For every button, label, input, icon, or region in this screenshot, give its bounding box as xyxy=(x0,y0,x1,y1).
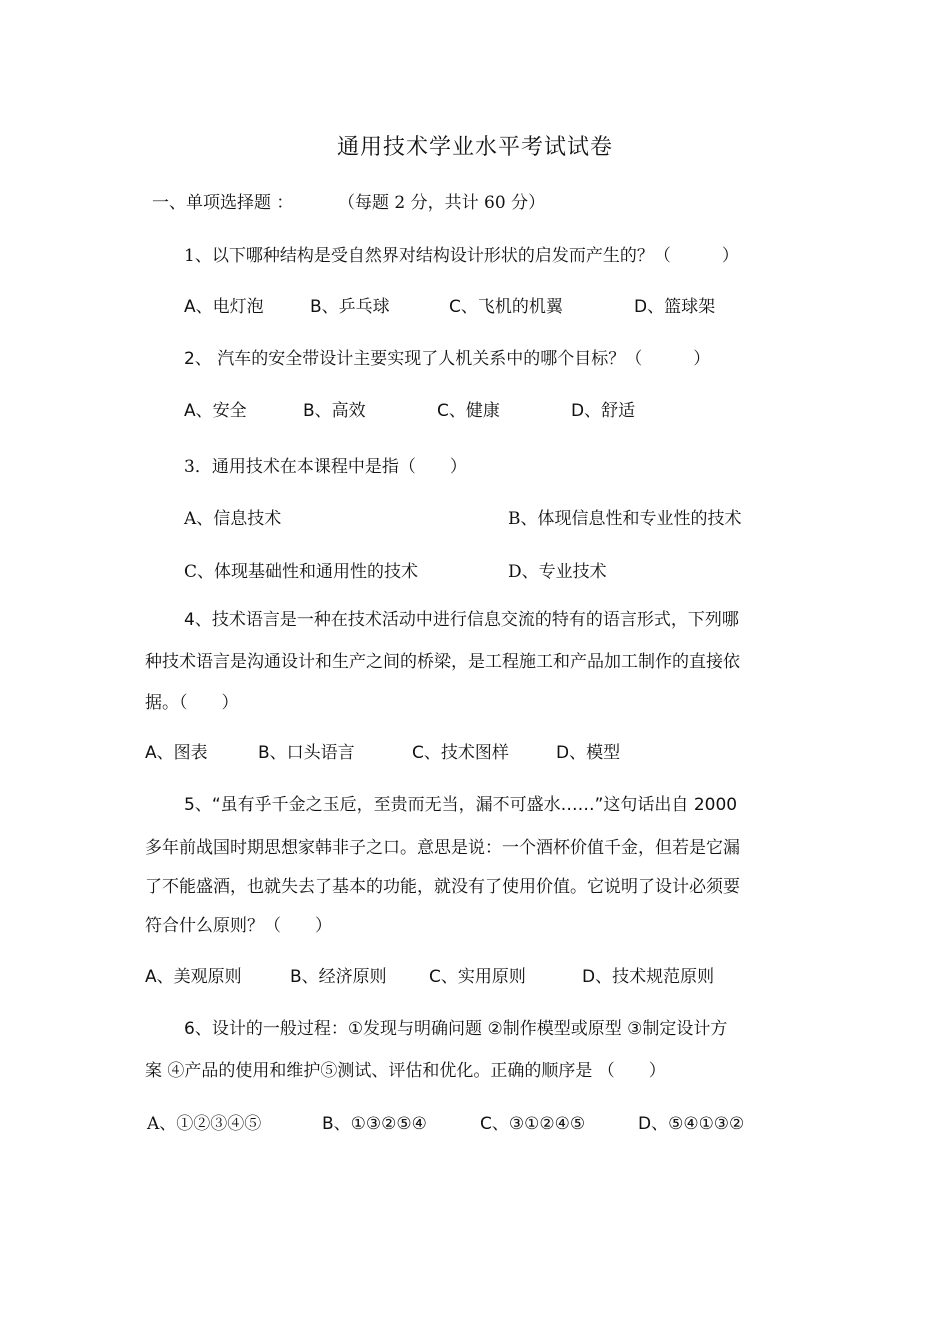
question-5-stem-line-1: 5、“虽有乎千金之玉卮，至贵而无当，漏不可盛水……”这句话出自 2000 xyxy=(184,795,738,815)
question-1-option-b: B、乒乓球 xyxy=(310,297,390,317)
question-3-option-c: C、体现基础性和通用性的技术 xyxy=(184,562,419,582)
question-4-option-a: A、图表 xyxy=(145,743,208,763)
question-5-stem-line-2: 多年前战国时期思想家韩非子之口。意思是说：一个酒杯价值千金，但若是它漏 xyxy=(145,838,740,858)
question-1-option-c: C、飞机的机翼 xyxy=(449,297,563,317)
question-3-stem: 3．通用技术在本课程中是指（ ） xyxy=(184,457,467,477)
exam-title: 通用技术学业水平考试试卷 xyxy=(336,135,613,160)
question-4-stem-line-3: 据。（ ） xyxy=(145,693,239,713)
question-1-option-d: D、篮球架 xyxy=(634,297,716,317)
question-3-option-a: A、信息技术 xyxy=(184,509,282,529)
question-2-option-c: C、健康 xyxy=(437,401,500,421)
question-2-option-a: A、安全 xyxy=(184,401,247,421)
question-4-option-c: C、技术图样 xyxy=(412,743,509,763)
question-6-option-c: C、③①②④⑤ xyxy=(480,1114,586,1134)
question-3-option-b: B、体现信息性和专业性的技术 xyxy=(508,509,742,529)
question-6-option-b: B、①③②⑤④ xyxy=(322,1114,427,1134)
question-1-stem: 1、以下哪种结构是受自然界对结构设计形状的启发而产生的？（ ） xyxy=(184,246,739,266)
question-2-option-b: B、高效 xyxy=(303,401,366,421)
question-3-option-d: D、专业技术 xyxy=(508,562,607,582)
question-5-stem-line-3: 了不能盛酒，也就失去了基本的功能，就没有了使用价值。它说明了设计必须要 xyxy=(145,877,740,897)
question-5-option-c: C、实用原则 xyxy=(429,967,526,987)
question-5-option-a: A、美观原则 xyxy=(145,967,242,987)
question-2-stem: 2、 汽车的安全带设计主要实现了人机关系中的哪个目标？（ ） xyxy=(184,349,711,369)
question-6-stem-line-1: 6、设计的一般过程：①发现与明确问题 ②制作模型或原型 ③制定设计方 xyxy=(184,1019,728,1039)
question-5-option-d: D、技术规范原则 xyxy=(582,967,715,987)
question-5-option-b: B、经济原则 xyxy=(290,967,387,987)
question-6-option-d: D、⑤④①③② xyxy=(638,1114,745,1134)
question-6-stem-line-2: 案 ④产品的使用和维护⑤测试、评估和优化。正确的顺序是 （ ） xyxy=(145,1061,666,1081)
question-4-option-b: B、口头语言 xyxy=(258,743,355,763)
question-4-stem-line-2: 种技术语言是沟通设计和生产之间的桥梁，是工程施工和产品加工制作的直接依 xyxy=(145,652,740,672)
question-2-option-d: D、舒适 xyxy=(571,401,636,421)
question-4-stem-line-1: 4、技术语言是一种在技术活动中进行信息交流的特有的语言形式，下列哪 xyxy=(184,610,739,630)
section-heading: 一、单项选择题 ： xyxy=(152,193,294,213)
question-6-option-a: A、①②③④⑤ xyxy=(147,1114,262,1134)
section-score-note: （每题 2 分，共计 60 分） xyxy=(338,193,546,213)
question-4-option-d: D、模型 xyxy=(556,743,621,763)
question-1-option-a: A、电灯泡 xyxy=(184,297,264,317)
question-5-stem-line-4: 符合什么原则？（ ） xyxy=(145,916,332,936)
